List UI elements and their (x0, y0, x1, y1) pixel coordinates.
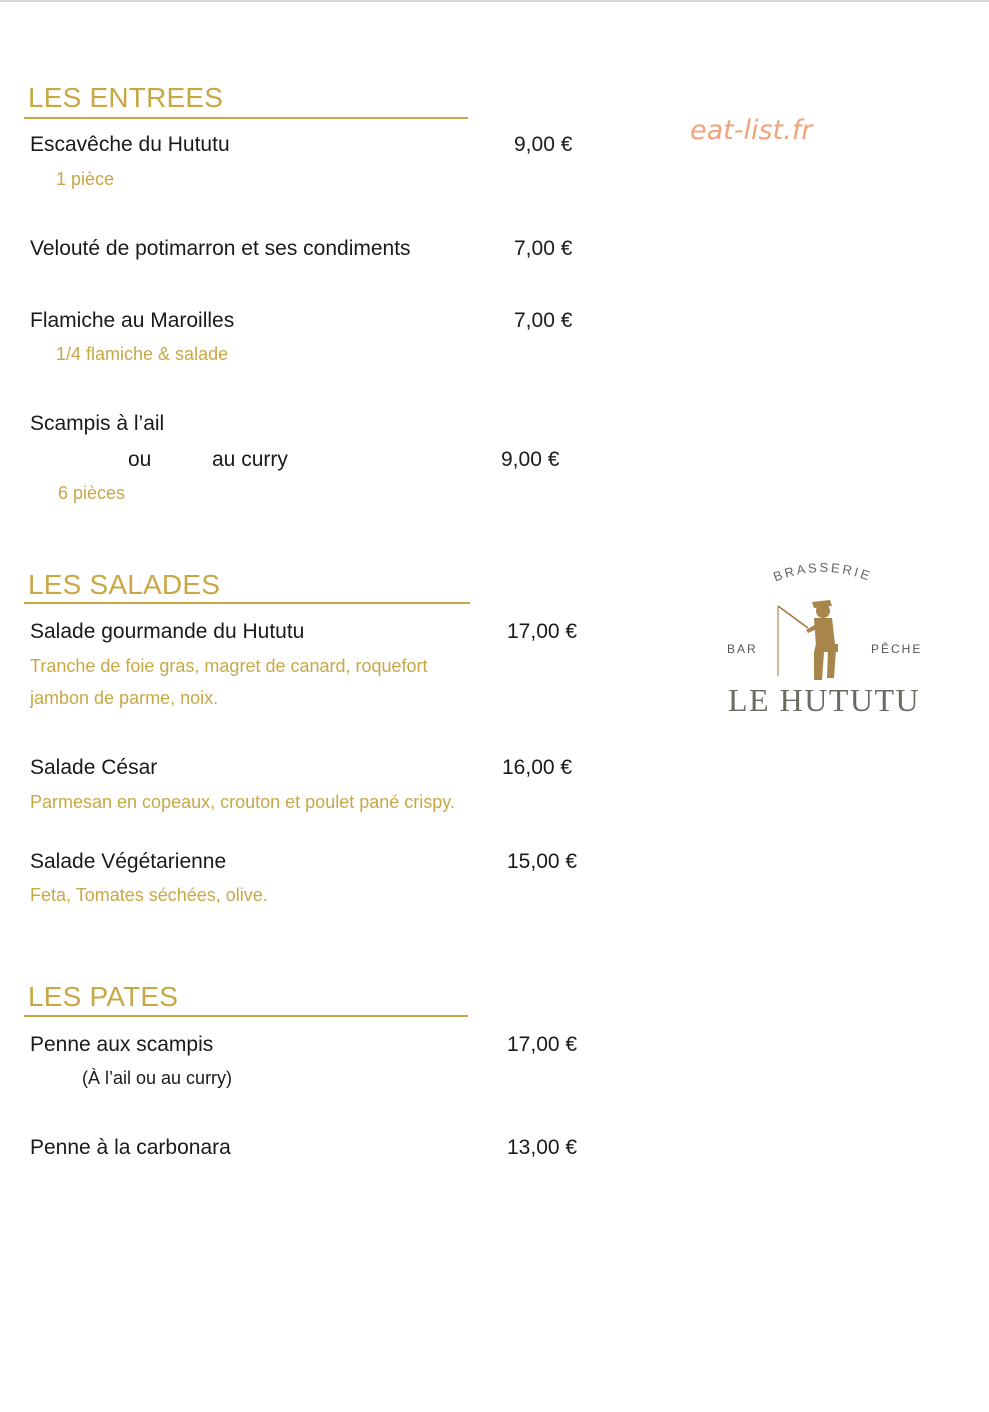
logo-right-text: PÊCHE (871, 642, 923, 656)
logo-arc-text (720, 552, 930, 592)
fisherman-icon (772, 594, 852, 686)
section-title-entrees: LES ENTREES (28, 82, 224, 113)
item-price: 16,00 € (502, 756, 573, 779)
item-name: Salade gourmande du Hututu (30, 620, 305, 643)
section-rule-entrees (24, 117, 468, 119)
item-name: Flamiche au Maroilles (30, 309, 235, 332)
item-price: 15,00 € (507, 850, 578, 873)
item-name: Penne à la carbonara (30, 1136, 231, 1159)
item-price: 7,00 € (514, 237, 573, 260)
section-rule-salades (24, 602, 470, 604)
item-price: 17,00 € (507, 1033, 578, 1056)
section-title-pates: LES PATES (28, 981, 179, 1012)
item-name: Scampis à l’ail (30, 412, 165, 435)
item-price: 13,00 € (507, 1136, 578, 1159)
item-price: 7,00 € (514, 309, 573, 332)
item-note: (À l’ail ou au curry) (82, 1068, 233, 1088)
item-or-text: ou (128, 448, 152, 471)
item-detail: Tranche de foie gras, magret de canard, roquefort (30, 656, 428, 676)
logo-top-text: BRASSERIE (771, 559, 874, 585)
item-detail: 1 pièce (56, 169, 115, 189)
item-detail: Parmesan en copeaux, crouton et poulet pané crispy. (30, 792, 455, 812)
item-detail: 1/4 flamiche & salade (56, 344, 229, 364)
item-detail: Feta, Tomates séchées, olive. (30, 885, 268, 905)
logo-name: LE HUTUTU (728, 682, 921, 718)
item-name: Escavêche du Hututu (30, 133, 230, 156)
item-name: Salade Végétarienne (30, 850, 227, 873)
item-price: 9,00 € (514, 133, 573, 156)
watermark-text: eat-list.fr (690, 115, 813, 146)
item-name: Velouté de potimarron et ses condiments (30, 237, 411, 260)
item-detail: jambon de parme, noix. (30, 688, 219, 708)
item-detail: 6 pièces (58, 483, 126, 503)
brasserie-logo (720, 552, 930, 727)
top-divider (0, 0, 989, 2)
item-price: 17,00 € (507, 620, 578, 643)
item-name: Penne aux scampis (30, 1033, 214, 1056)
section-title-salades: LES SALADES (28, 569, 221, 600)
logo-left-text: BAR (727, 642, 758, 656)
item-name: Salade César (30, 756, 158, 779)
item-variant: au curry (212, 448, 288, 471)
svg-text:BRASSERIE (771, 560, 874, 584)
section-rule-pates (24, 1015, 468, 1017)
item-price: 9,00 € (501, 448, 560, 471)
